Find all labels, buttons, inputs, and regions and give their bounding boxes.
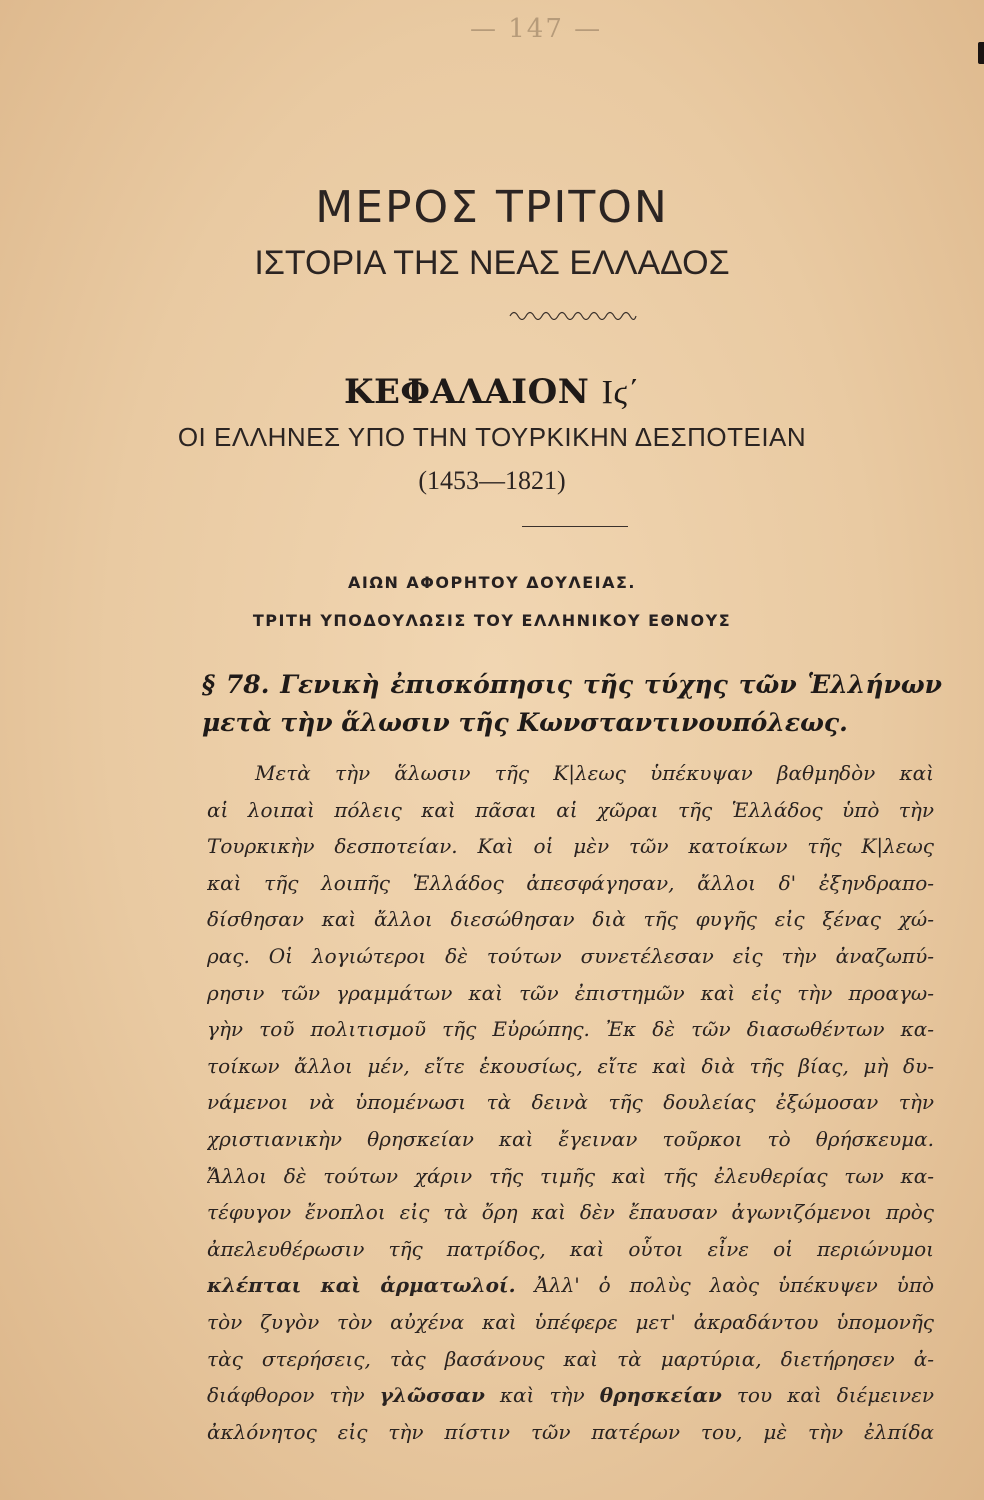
emphasis-language: γλῶσσαν bbox=[379, 1383, 485, 1408]
chapter-subtitle: ΟΙ ΕΛΛΗΝΕΣ ΥΠΟ ΤΗΝ ΤΟΥΡΚΙΚΗΝ ΔΕΣΠΟΤΕΙΑΝ bbox=[177, 422, 807, 452]
text-line: τὰς στερήσεις, τὰς βασάνους καὶ τὰ μαρτύρια, διετήρησεν ἀ- bbox=[207, 1346, 934, 1371]
text-line: τοίκων ἄλλοι μέν, εἴτε ἑκουσίως, εἴτε καὶ διὰ τῆς βίας, μὴ δυ- bbox=[207, 1053, 934, 1078]
chapter-number: Ιϛ΄ bbox=[601, 374, 641, 411]
text-line: ἀκλόνητος εἰς τὴν πίστιν τῶν πατέρων του, μὲ τὴν ἐλπίδα bbox=[207, 1419, 934, 1444]
text-segment: Ἀλλ' ὁ πολὺς λαὸς ὑπέκυψεν ὑπὸ bbox=[515, 1273, 934, 1298]
text-line: γὴν τοῦ πολιτισμοῦ τῆς Εὐρώπης. Ἐκ δὲ τῶν διασωθέντων κα- bbox=[207, 1017, 934, 1042]
section-heading-1: ΑΙΩΝ ΑΦΟΡΗΤΟΥ ΔΟΥΛΕΙΑΣ. bbox=[348, 573, 636, 592]
horizontal-rule bbox=[522, 526, 628, 527]
text-line: Τουρκικὴν δεσποτείαν. Καὶ οἱ μὲν τῶν κατοίκων τῆς Κ|λεως bbox=[207, 834, 934, 859]
page-edge-mark bbox=[978, 42, 984, 64]
text-line: νάμενοι νὰ ὑπομένωσι τὰ δεινὰ τῆς δουλείας ἐξώμοσαν τὴν bbox=[207, 1090, 934, 1115]
text-line bbox=[207, 1377, 934, 1414]
chapter-dates: (1453—1821) bbox=[418, 466, 566, 495]
text-line: δίσθησαν καὶ ἄλλοι διεσώθησαν διὰ τῆς φυγῆς εἰς ξένας χώ- bbox=[207, 907, 934, 932]
body-paragraph bbox=[207, 755, 934, 1450]
part-title: ΜΕΡΟΣ ΤΡΙΤΟΝ bbox=[315, 182, 669, 233]
section-title bbox=[202, 666, 942, 742]
text-segment: διάφθορον τὴν bbox=[207, 1383, 380, 1408]
text-segment: του καὶ διέμεινεν bbox=[721, 1383, 934, 1408]
wavy-divider bbox=[508, 306, 638, 320]
text-line: ἀπελευθέρωσιν τῆς πατρίδος, καὶ οὗτοι εἶνε οἱ περιώνυμοι bbox=[207, 1236, 934, 1261]
emphasis-klephts: κλέπται καὶ ἁρματωλοί. bbox=[207, 1273, 516, 1298]
text-line: τέφυγον ἔνοπλοι εἰς τὰ ὄρη καὶ δὲν ἔπαυσαν ἀγωνιζόμενοι πρὸς bbox=[207, 1200, 934, 1225]
emphasis-religion: θρησκείαν bbox=[599, 1383, 722, 1408]
text-line: χριστιανικὴν θρησκείαν καὶ ἔγειναν τοῦρκοι τὸ θρήσκευμα. bbox=[207, 1126, 934, 1151]
text-line: Ἄλλοι δὲ τούτων χάριν τῆς τιμῆς καὶ τῆς ἐλευθερίας των κα- bbox=[207, 1163, 934, 1188]
text-line: τὸν ζυγὸν τὸν αὐχένα καὶ ὑπέφερε μετ' ἀκραδάντου ὑπομονῆς bbox=[207, 1309, 934, 1334]
text-line: ρησιν τῶν γραμμάτων καὶ τῶν ἐπιστημῶν καὶ εἰς τὴν προαγω- bbox=[207, 980, 934, 1005]
text-line: καὶ τῆς λοιπῆς Ἑλλάδος ἀπεσφάγησαν, ἄλλοι δ' ἐξηνδραπο- bbox=[207, 870, 934, 895]
section-title-line-1: § 78. Γενικὴ ἐπισκόπησις τῆς τύχης τῶν Ἑλλήνων bbox=[202, 670, 942, 699]
chapter-label: ΚΕΦΑΛΑΙΟΝ bbox=[343, 372, 590, 412]
section-heading-2: ΤΡΙΤΗ ΥΠΟΔΟΥΛΩΣΙΣ ΤΟΥ ΕΛΛΗΝΙΚΟΥ ΕΘΝΟΥΣ bbox=[252, 611, 732, 630]
text-line: ρας. Οἱ λογιώτεροι δὲ τούτων συνετέλεσαν εἰς τὴν ἀναζωπύ- bbox=[207, 943, 934, 968]
part-subtitle: ΙΣΤΟΡΙΑ ΤΗΣ ΝΕΑΣ ΕΛΛΑΔΟΣ bbox=[254, 244, 730, 282]
text-line: αἱ λοιπαὶ πόλεις καὶ πᾶσαι αἱ χῶραι τῆς Ἑλλάδος ὑπὸ τὴν bbox=[207, 797, 934, 822]
text-line bbox=[207, 1267, 934, 1304]
section-title-line-2: μετὰ τὴν ἅλωσιν τῆς Κωνσταντινουπόλεως. bbox=[202, 708, 848, 737]
chapter-heading bbox=[0, 372, 984, 412]
text-line: Μετὰ τὴν ἅλωσιν τῆς Κ|λεως ὑπέκυψαν βαθμηδὸν καὶ bbox=[255, 761, 934, 785]
page-number: — 147 — bbox=[470, 14, 603, 44]
text-segment: καὶ τὴν bbox=[484, 1383, 600, 1408]
